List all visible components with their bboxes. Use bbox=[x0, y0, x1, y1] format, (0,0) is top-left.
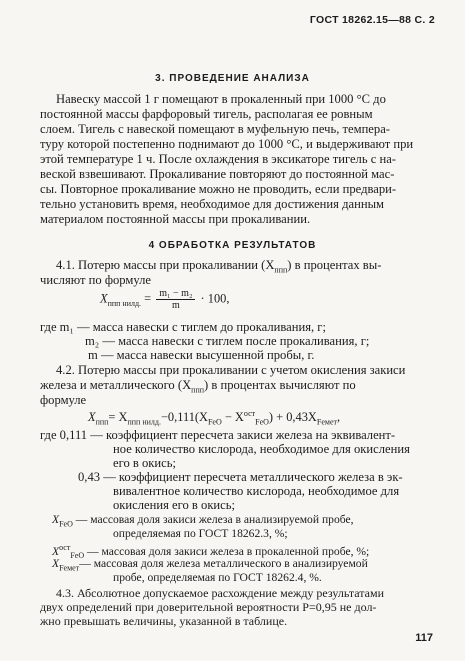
where-line: окисления его в окись; bbox=[113, 498, 236, 512]
text-line: сы. Повторное прокаливание можно не проводить, если предвари- bbox=[40, 182, 397, 196]
formula-1: $X_{ппп нилд.}$ = $\frac{\text{m₁ − m₂}}{m}$ · 100, bbox=[100, 288, 230, 311]
where-line: ное количество кислорода, необходимое для окисления bbox=[113, 442, 410, 456]
text-line: материалом постоянной массы при прокаливании. bbox=[40, 212, 311, 226]
where-line: где m₁ — масса навески с тиглем до прокаливания, г; bbox=[40, 320, 326, 334]
paragraph-4-3-line: 4.3. Абсолютное допускаемое расхождение между результатами bbox=[56, 586, 385, 600]
text-line: постоянной массы фарфоровый тигель, располагая ее ровным bbox=[40, 107, 373, 121]
paragraph-4-1-line: числяют по формуле bbox=[40, 273, 151, 287]
where-line: пробе, определяемая по ГОСТ 18262.4, %. bbox=[113, 571, 322, 584]
page-number: 117 bbox=[415, 632, 433, 644]
where-line-feo-ost: $X^{ост}_{FeO}$ — массовая доля закиси железа в прокаленной пробе, %; bbox=[52, 543, 370, 561]
text-line: тельно установить время, необходимое для достижения данным bbox=[40, 197, 384, 211]
section-4-title: 4 ОБРАБОТКА РЕЗУЛЬТАТОВ bbox=[148, 240, 317, 251]
document-header: ГОСТ 18262.15—88 С. 2 bbox=[309, 14, 435, 26]
paragraph-4-1-line: 4.1. Потерю массы при прокаливании $(X_{ппп})$ в процентах вы- bbox=[56, 258, 382, 275]
where-line: 0,43 — коэффициент пересчета металлического железа в эк- bbox=[78, 470, 403, 484]
paragraph-4-2-line: 4.2. Потерю массы при прокаливании с учетом окисления закиси bbox=[56, 363, 406, 377]
where-line: где 0,111 — коэффициент пересчета закиси железа на эквивалент- bbox=[40, 428, 396, 442]
formula-2: $X_{ппп}= X_{ппп нилд.}-0,111(X_{FeO} - X^{ост}_{FeO}) + 0,43X_{Feмет}$, bbox=[88, 409, 341, 427]
text-line: туру которой постепенно поднимают до 1000 °С, и выдерживают при bbox=[40, 137, 414, 151]
paragraph-4-3-line: жно превышать величины, указанной в таблице. bbox=[40, 614, 288, 628]
text-line: слоем. Тигель с навеской помещают в муфельную печь, темпера- bbox=[40, 122, 390, 136]
where-line: определяемая по ГОСТ 18262.3, %; bbox=[113, 527, 288, 540]
section-3-title: 3. ПРОВЕДЕНИЕ АНАЛИЗА bbox=[155, 73, 310, 84]
paragraph-4-2-line: формуле bbox=[40, 393, 87, 407]
fraction: $\frac{\text{m₁ − m₂}}{m}$ bbox=[156, 288, 195, 311]
where-line-feo: $X_{FeO}$ — массовая доля закиси железа в анализируемой пробе, bbox=[52, 513, 354, 529]
where-line: его в окись; bbox=[113, 456, 176, 470]
text-line: этой температуре 1 ч. После охлаждения в эксикаторе тигель с на- bbox=[40, 152, 396, 166]
paragraph-4-2-line: железа и металлического $(X_{ппп})$ в процентах вычисляют по bbox=[40, 378, 356, 395]
paragraph-4-3-line: двух определений при доверительной вероятности P=0,95 не дол- bbox=[40, 600, 377, 614]
where-line: m₂ — масса навески с тиглем после прокаливания, г; bbox=[85, 334, 370, 348]
where-line-fe-met: $X_{Feмет}—$ массовая доля железа металлического в анализируемой bbox=[52, 557, 368, 573]
text-line: Навеску массой 1 г помещают в прокаленный при 1000 °С до bbox=[56, 92, 386, 106]
text-line: веской взвешивают. Прокаливание повторяют до постоянной мас- bbox=[40, 167, 395, 181]
where-line: m — масса навески высушенной пробы, г. bbox=[88, 348, 315, 362]
where-line: вивалентное количество кислорода, необходимое для bbox=[113, 484, 400, 498]
